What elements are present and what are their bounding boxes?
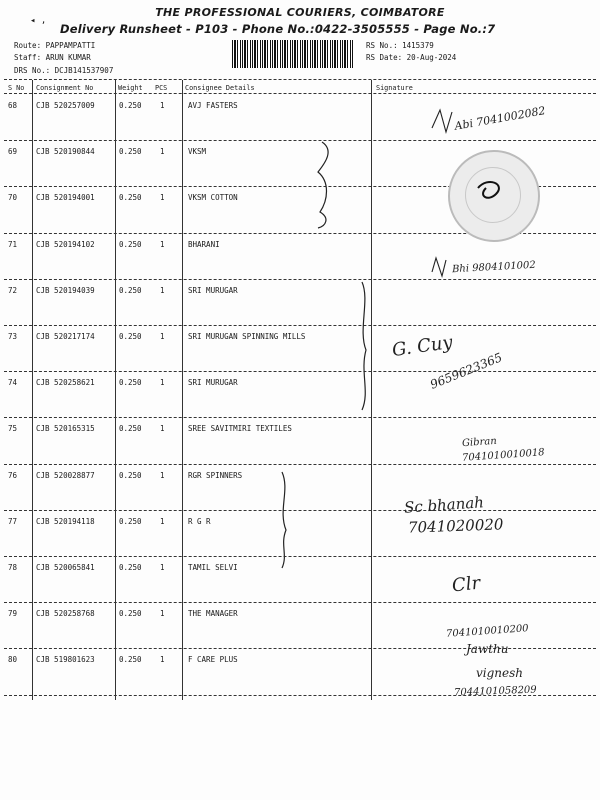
row-consignment-no: CJB 520258621 — [36, 378, 95, 388]
sig-77-name: Sc bhanah — [403, 493, 485, 517]
row-weight: 0.250 — [119, 378, 142, 388]
row-sno: 80 — [8, 655, 18, 665]
drs-number: DRS No.: DCJB141537907 — [14, 66, 114, 75]
row-pcs: 1 — [160, 470, 165, 480]
row-pcs: 1 — [160, 147, 165, 157]
row-consignment-no: CJB 520194102 — [36, 239, 95, 249]
row-consignee: TAMIL SELVI — [188, 563, 238, 572]
row-consignee: SREE SAVITMIRI TEXTILES — [188, 424, 292, 434]
row-weight: 0.250 — [119, 470, 142, 480]
row-weight: 0.250 — [119, 563, 142, 572]
row-consignment-no: CJB 520258768 — [36, 609, 95, 619]
row-consignment-no: CJB 520165315 — [36, 424, 95, 434]
row-weight: 0.250 — [119, 193, 142, 203]
runsheet-title: Delivery Runsheet - P103 - Phone No.:0422-3505555 - Page No.:7 — [60, 22, 496, 36]
col-header-consignment: Consignment No — [36, 84, 94, 92]
sig-75-name: Gibran — [461, 435, 498, 450]
row-sno: 78 — [8, 563, 18, 572]
row-consignment-no: CJB 520194118 — [36, 516, 95, 526]
row-pcs: 1 — [160, 239, 165, 249]
row-consignee: VKSM COTTON — [188, 193, 238, 203]
row-consignee: SRI MURUGAR — [188, 378, 238, 388]
rs-number: RS No.: 1415379 — [366, 41, 434, 50]
row-sno: 70 — [8, 193, 18, 203]
company-title: THE PROFESSIONAL COURIERS, COIMBATORE — [155, 6, 445, 19]
row-consignee: AVJ FASTERS — [188, 101, 238, 110]
row-pcs: 1 — [160, 516, 165, 526]
rs-date: RS Date: 20-Aug-2024 — [366, 53, 457, 62]
staff-label: Staff: ARUN KUMAR — [14, 53, 91, 62]
row-sno: 75 — [8, 424, 18, 434]
sig-73-phone: 9659623365 — [428, 350, 505, 392]
signature-stroke — [432, 110, 452, 132]
brace-mark — [282, 472, 286, 568]
row-consignment-no: CJB 520194001 — [36, 193, 95, 203]
row-consignee: RGR SPINNERS — [188, 470, 243, 480]
row-pcs: 1 — [160, 655, 165, 665]
col-header-sno: S No — [8, 84, 25, 92]
row-weight: 0.250 — [119, 655, 142, 665]
row-weight: 0.250 — [119, 609, 142, 619]
row-sno: 71 — [8, 239, 18, 249]
row-consignment-no: CJB 520194039 — [36, 285, 95, 295]
sig-80-phone: 7044101058209 — [453, 684, 537, 699]
row-sno: 76 — [8, 470, 18, 480]
sig-78: Clr — [450, 572, 482, 597]
sig-77-phone: 7041020020 — [407, 515, 504, 537]
row-sno: 79 — [8, 609, 18, 619]
col-header-signature: Signature — [376, 84, 413, 92]
row-consignee: F CARE PLUS — [188, 655, 238, 665]
row-sno: 72 — [8, 285, 18, 295]
row-consignee: THE MANAGER — [188, 609, 238, 619]
sig-73-name: G. Cuy — [390, 331, 454, 362]
row-sno: 68 — [8, 101, 18, 110]
page-specks: ◂ , — [30, 16, 47, 26]
col-header-weight: Weight — [118, 84, 143, 92]
row-pcs: 1 — [160, 563, 165, 572]
signature-stroke — [432, 258, 446, 276]
row-consignment-no: CJB 519801623 — [36, 655, 95, 665]
row-sno: 77 — [8, 516, 18, 526]
row-consignment-no: CJB 520065841 — [36, 563, 95, 572]
row-weight: 0.250 — [119, 147, 142, 157]
row-weight: 0.250 — [119, 101, 142, 110]
row-pcs: 1 — [160, 609, 165, 619]
row-weight: 0.250 — [119, 516, 142, 526]
stamp-scribble — [478, 182, 499, 198]
row-pcs: 1 — [160, 285, 165, 295]
row-consignee: SRI MURUGAR — [188, 285, 238, 295]
row-consignee: SRI MURUGAN SPINNING MILLS — [188, 332, 306, 341]
row-consignee: R G R — [188, 516, 211, 526]
sig-75-phone: 7041010010018 — [461, 447, 546, 464]
row-pcs: 1 — [160, 101, 165, 110]
row-sno: 74 — [8, 378, 18, 388]
col-header-consignee: Consignee Details — [185, 84, 255, 92]
brace-mark — [362, 282, 366, 410]
sig-79-name: Jawthu — [466, 642, 509, 656]
row-weight: 0.250 — [119, 424, 142, 434]
row-pcs: 1 — [160, 193, 165, 203]
row-weight: 0.250 — [119, 285, 142, 295]
brace-mark — [318, 142, 328, 228]
col-header-pcs: PCS — [155, 84, 168, 92]
sig-79-phone: 7041010010200 — [445, 623, 530, 640]
row-consignment-no: CJB 520190844 — [36, 147, 95, 157]
row-consignee: BHARANI — [188, 239, 220, 249]
row-consignee: VKSM — [188, 147, 207, 157]
sig-68: Abi 7041002082 — [453, 104, 547, 133]
row-pcs: 1 — [160, 332, 165, 341]
row-pcs: 1 — [160, 424, 165, 434]
row-weight: 0.250 — [119, 332, 142, 341]
row-sno: 73 — [8, 332, 18, 341]
sig-80-name: vignesh — [476, 666, 524, 680]
row-consignment-no: CJB 520257009 — [36, 101, 95, 110]
row-consignment-no: CJB 520217174 — [36, 332, 95, 341]
row-pcs: 1 — [160, 378, 165, 388]
row-consignment-no: CJB 520028877 — [36, 470, 95, 480]
row-weight: 0.250 — [119, 239, 142, 249]
row-sno: 69 — [8, 147, 18, 157]
route-label: Route: PAPPAMPATTI — [14, 41, 96, 50]
sig-71: Bhi 9804101002 — [451, 259, 537, 276]
